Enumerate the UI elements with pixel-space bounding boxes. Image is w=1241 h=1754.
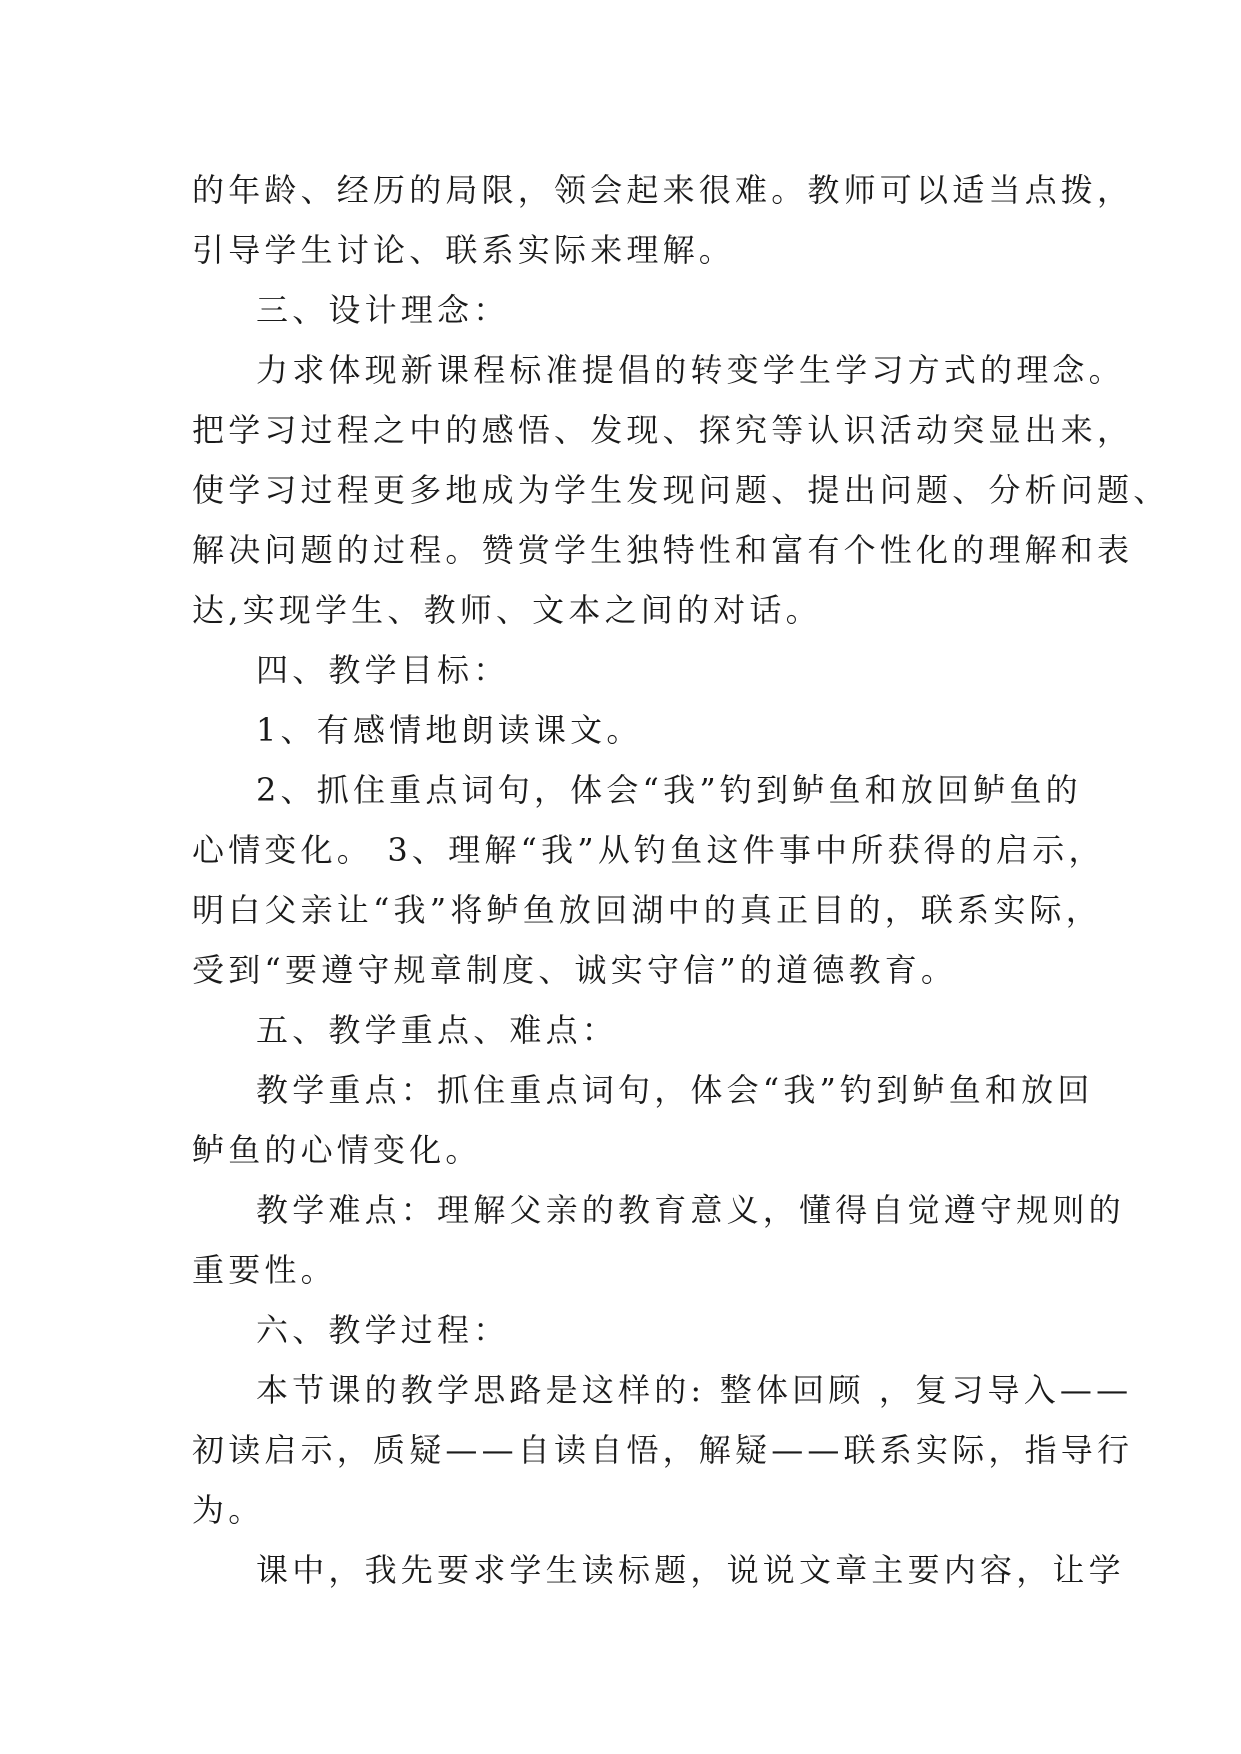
goal-item-2: 2、抓住重点词句，体会“我”钓到鲈鱼和放回鲈鱼的 [256, 771, 1082, 809]
text-line-23: 为。 [192, 1491, 265, 1529]
section-heading-teaching-goals: 四、教学目标： [256, 651, 510, 689]
text-line-14: 受到“要遵守规章制度、诚实守信”的道德教育。 [192, 951, 958, 989]
text-line-24: 课中，我先要求学生读标题，说说文章主要内容，让学 [256, 1551, 1125, 1589]
text-line-2: 引导学生讨论、联系实际来理解。 [192, 231, 736, 269]
text-line-19: 重要性。 [192, 1251, 337, 1289]
text-line-5: 把学习过程之中的感悟、发现、探究等认识活动突显出来， [192, 411, 1134, 449]
text-line-6: 使学习过程更多地成为学生发现问题、提出问题、分析问题、 [192, 471, 1170, 509]
goal-item-1: 1、有感情地朗读课文。 [256, 711, 643, 749]
section-heading-key-points: 五、教学重点、难点： [256, 1011, 619, 1049]
text-line-8: 达,实现学生、教师、文本之间的对话。 [192, 591, 822, 629]
difficulty-text: 教学难点：理解父亲的教育意义，懂得自觉遵守规则的 [256, 1191, 1125, 1229]
text-line-4: 力求体现新课程标准提倡的转变学生学习方式的理念。 [256, 351, 1125, 389]
section-heading-teaching-process: 六、教学过程： [256, 1311, 510, 1349]
text-line-13: 明白父亲让“我”将鲈鱼放回湖中的真正目的，联系实际， [192, 891, 1102, 929]
document-body [192, 160, 1170, 1600]
text-line-12: 心情变化。 3、理解“我”从钓鱼这件事中所获得的启示， [192, 831, 1105, 869]
text-line-17: 鲈鱼的心情变化。 [192, 1131, 482, 1169]
text-line-1: 的年龄、经历的局限，领会起来很难。教师可以适当点拨， [192, 171, 1134, 209]
section-heading-design-concept: 三、设计理念： [256, 291, 510, 329]
text-line-22: 初读启示，质疑——自读自悟，解疑——联系实际，指导行 [192, 1431, 1134, 1469]
text-line-21: 本节课的教学思路是这样的: 整体回顾 ，复习导入—— [256, 1371, 1133, 1409]
key-point-text: 教学重点：抓住重点词句，体会“我”钓到鲈鱼和放回 [256, 1071, 1094, 1109]
text-line-7: 解决问题的过程。赞赏学生独特性和富有个性化的理解和表 [192, 531, 1134, 569]
